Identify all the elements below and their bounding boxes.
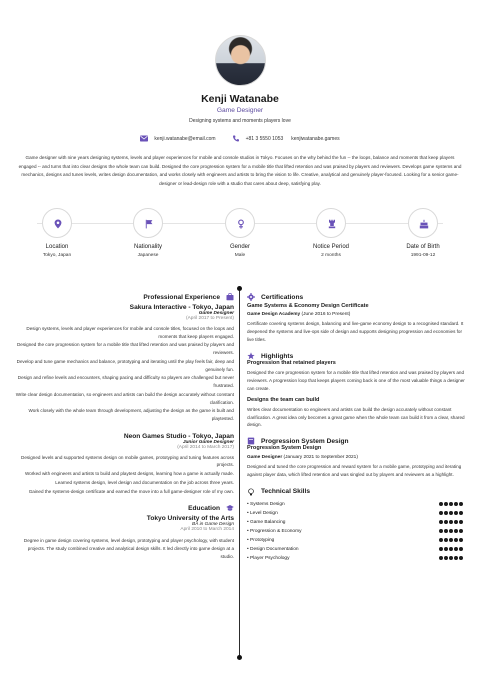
rating-dot	[439, 556, 443, 560]
project-heading	[247, 437, 467, 445]
skill-rating	[439, 520, 463, 524]
certification-text: Certificate covering systems design, balancing and live-game economy design to a recognised standard. It deepened the systems and live-ops side of design and supports designing progression and economies for live titles.	[247, 321, 464, 342]
rating-dot	[454, 556, 458, 560]
fact-notice-period	[291, 208, 371, 258]
highlight-item	[247, 397, 467, 429]
location-pin-icon	[53, 219, 63, 229]
fact-value: 2 months	[321, 253, 341, 258]
lightbulb-icon	[247, 488, 255, 496]
right-column	[247, 293, 467, 563]
personal-facts	[17, 208, 463, 268]
certifications-heading	[247, 293, 467, 301]
rating-dot	[439, 502, 443, 506]
skill-rating	[439, 511, 463, 515]
job-title: Game Designer	[216, 107, 264, 114]
rating-dot	[444, 547, 448, 551]
rating-dot	[459, 538, 463, 542]
rating-dot	[459, 547, 463, 551]
rating-dot	[449, 529, 453, 533]
candidate-name: Kenji Watanabe	[201, 93, 279, 105]
fact-label: Notice Period	[312, 244, 350, 250]
contact-phone[interactable]	[232, 135, 284, 142]
fact-value: Japanese	[137, 253, 159, 258]
job-dates: (April 2017 to Present)	[186, 316, 234, 321]
rating-dot	[439, 547, 443, 551]
skill-name: • Design Documentation	[247, 547, 299, 552]
project-entry	[247, 445, 467, 479]
fact-value: Tokyo, Japan	[42, 253, 72, 258]
certification-name: Game Systems & Economy Design Certificate	[247, 303, 369, 309]
timeline-dot-bottom	[237, 655, 242, 660]
rating-dot	[449, 556, 453, 560]
job-bullets	[14, 454, 234, 496]
highlights-heading	[247, 352, 467, 360]
education-text: Degree in game design covering systems, level design, prototyping and player psychology, with student projects. The study combined creative and analytical design skills. It led directly into game design at a studio.	[23, 538, 234, 559]
star-icon	[247, 352, 255, 360]
project-name: Progression System Design	[247, 445, 322, 452]
email-text: kenji.watanabe@email.com	[154, 135, 216, 142]
skill-rating	[439, 538, 463, 542]
rating-dot	[439, 538, 443, 542]
project-heading-text: Progression System Design	[261, 437, 349, 445]
rating-dot	[444, 511, 448, 515]
rating-dot	[454, 538, 458, 542]
skill-name: • Player Psychology	[247, 556, 289, 561]
job-role: Game Designer	[198, 311, 234, 316]
fact-label: Date of Birth	[406, 244, 440, 250]
job-bullet: Worked with engineers and artists to build and playtest designs, learning how a game is actually made.	[24, 471, 234, 477]
job-entry	[14, 304, 234, 423]
skill-name: • Level Design	[247, 511, 278, 516]
gear-icon	[247, 293, 255, 301]
certifications-heading-text: Certifications	[261, 293, 304, 301]
rating-dot	[449, 547, 453, 551]
skill-name: • Systems Design	[247, 502, 285, 507]
skill-name: • Progression & Economy	[247, 529, 301, 534]
highlight-title: Designs the team can build	[247, 396, 320, 403]
project-meta	[247, 455, 467, 460]
website-text: kenjiwatanabe.games	[291, 135, 340, 142]
skill-rating	[439, 502, 463, 506]
contact-bar	[0, 135, 480, 142]
job-company: Neon Games Studio - Tokyo, Japan	[123, 432, 234, 440]
education-entry	[14, 515, 234, 560]
job-bullet: Learned systems design, level design and documentation on the job across three years.	[55, 479, 234, 485]
envelope-icon	[140, 135, 148, 142]
contact-website[interactable]	[291, 136, 339, 142]
project-role: Game Designer	[247, 455, 283, 461]
rating-dot	[449, 538, 453, 542]
tagline: Designing systems and moments players love	[189, 118, 291, 124]
highlight-text: Writes clear documentation so engineers and artists can build the design accurately without constant clarification. A great idea only becomes a great game when the whole team can build it from a clear, shared design.	[247, 406, 465, 428]
rating-dot	[459, 529, 463, 533]
rating-dot	[444, 538, 448, 542]
phone-icon	[232, 135, 240, 142]
job-bullet: Write clear design documentation, so engineers and artists can build the design accurately without constant clarification.	[15, 391, 234, 405]
phone-text: +81 3 5550 1053	[245, 135, 284, 142]
rating-dot	[454, 511, 458, 515]
skill-rating	[439, 556, 463, 560]
fact-nationality	[108, 208, 188, 258]
rating-dot	[449, 520, 453, 524]
rating-dot	[459, 511, 463, 515]
rating-dot	[444, 502, 448, 506]
skill-row	[247, 527, 467, 536]
rating-dot	[454, 547, 458, 551]
project-text: Designed and tuned the core progression and reward system for a mobile game, prototyping and iterating against player data, which lifted retention and was singled out by players and reviewers as a highlight.	[247, 464, 462, 477]
job-entry	[14, 433, 234, 496]
avatar	[215, 35, 266, 86]
rating-dot	[444, 520, 448, 524]
highlight-title: Progression that retained players	[247, 360, 336, 367]
project-dates: (January 2021 to September 2021)	[283, 455, 358, 461]
chess-rook-icon	[327, 219, 337, 229]
certification-entry	[247, 303, 467, 343]
job-dates: (April 2014 to March 2017)	[177, 444, 234, 450]
rating-dot	[454, 502, 458, 506]
skill-row	[247, 500, 467, 509]
book-icon	[247, 437, 255, 445]
school-name: Tokyo University of the Arts	[146, 515, 234, 523]
certification-dates: (June 2016 to Present)	[301, 312, 351, 317]
experience-heading-text: Professional Experience	[143, 293, 220, 301]
skill-rating	[439, 547, 463, 551]
timeline-divider	[239, 288, 240, 658]
job-bullet: Work closely with the whole team through development, adjusting the design as the game is built and playtested.	[28, 408, 234, 422]
rating-dot	[454, 520, 458, 524]
job-role: Junior Game Designer	[182, 439, 234, 445]
profile-summary: Game designer with nine years designing systems, levels and player experiences for mobile and console studios in Tokyo. Focuses on the why behind the fun -- the loops, balance and moments that keep players engaged -- and turns that into clear designs the whole team can build. Designed the core progression system for a mobile title that lifted retention and was praised by players and reviewers. Develops game systems and mechanics, designs and tunes levels, writes design documentation, and works closely with engineers and artists to bring the vision to life. Creative, analytical and genuinely player-focused. Looking for a senior game-designer or lead-design role with a studio that cares about deep, satisfying play.	[18, 155, 462, 186]
gender-icon	[236, 219, 246, 229]
skill-rating	[439, 529, 463, 533]
skill-row	[247, 509, 467, 518]
fact-value: Male	[234, 253, 246, 258]
timeline-dot-top	[237, 286, 242, 291]
rating-dot	[459, 502, 463, 506]
rating-dot	[444, 556, 448, 560]
rating-dot	[459, 556, 463, 560]
rating-dot	[459, 520, 463, 524]
skills-heading	[247, 488, 467, 496]
rating-dot	[444, 529, 448, 533]
highlight-text: Designed the core progression system for a mobile title that lifted retention and was praised by players and reviewers. A progression loop that keeps players coming back is one of the most valuable things a designer can create.	[247, 370, 465, 391]
cake-icon	[419, 219, 429, 229]
education-dates: April 2010 to March 2014	[180, 527, 234, 533]
certification-meta	[247, 312, 467, 317]
education-heading-text: Education	[188, 504, 220, 512]
degree: BA in Game Design	[192, 522, 234, 528]
job-bullets	[14, 325, 234, 423]
graduation-cap-icon	[226, 504, 234, 512]
job-bullet: Develop and tune game mechanics and balance, prototyping and iterating until the play feels fair, deep and genuinely fun.	[16, 358, 234, 372]
skills-list	[247, 500, 467, 563]
contact-email[interactable]	[140, 135, 215, 142]
job-bullet: Design and refine levels and encounters, shaping pacing and difficulty so players are challenged but never frustrated.	[17, 375, 234, 389]
skill-name: • Game Balancing	[247, 520, 285, 525]
rating-dot	[439, 520, 443, 524]
fact-value: 1991-09-12	[410, 253, 436, 258]
skill-row	[247, 518, 467, 527]
flag-icon	[144, 219, 154, 229]
job-bullet: Gained the systems-design certificate and earned the move into a full game-designer role of my own.	[28, 488, 234, 494]
job-company: Sakura Interactive - Tokyo, Japan	[129, 304, 234, 311]
fact-label: Location	[45, 244, 69, 250]
job-bullet: Design systems, levels and player experiences for mobile and console titles, focused on the loops and moments that keep players engaged.	[26, 326, 234, 339]
rating-dot	[439, 511, 443, 515]
highlights-heading-text: Highlights	[261, 352, 294, 360]
experience-heading	[14, 293, 234, 301]
rating-dot	[439, 529, 443, 533]
briefcase-icon	[226, 293, 234, 301]
highlight-item	[247, 360, 467, 392]
fact-gender	[200, 208, 280, 258]
skill-row	[247, 554, 467, 563]
rating-dot	[449, 502, 453, 506]
left-column	[14, 293, 234, 560]
certification-issuer: Game Design Academy	[247, 312, 301, 317]
job-bullet: Designed the core progression system for a mobile title that lifted retention and was praised by players and reviewers.	[16, 342, 234, 356]
skills-heading-text: Technical Skills	[261, 488, 310, 496]
rating-dot	[454, 529, 458, 533]
fact-location	[17, 208, 97, 258]
fact-label: Gender	[229, 244, 250, 250]
education-heading	[14, 504, 234, 512]
fact-date-of-birth	[383, 208, 463, 258]
job-bullet: Designed levels and supported systems design on mobile games, prototyping and tuning features across projects.	[21, 454, 234, 468]
skill-row	[247, 536, 467, 545]
fact-label: Nationality	[133, 244, 162, 250]
skill-name: • Prototyping	[247, 538, 274, 543]
rating-dot	[449, 511, 453, 515]
skill-row	[247, 545, 467, 554]
